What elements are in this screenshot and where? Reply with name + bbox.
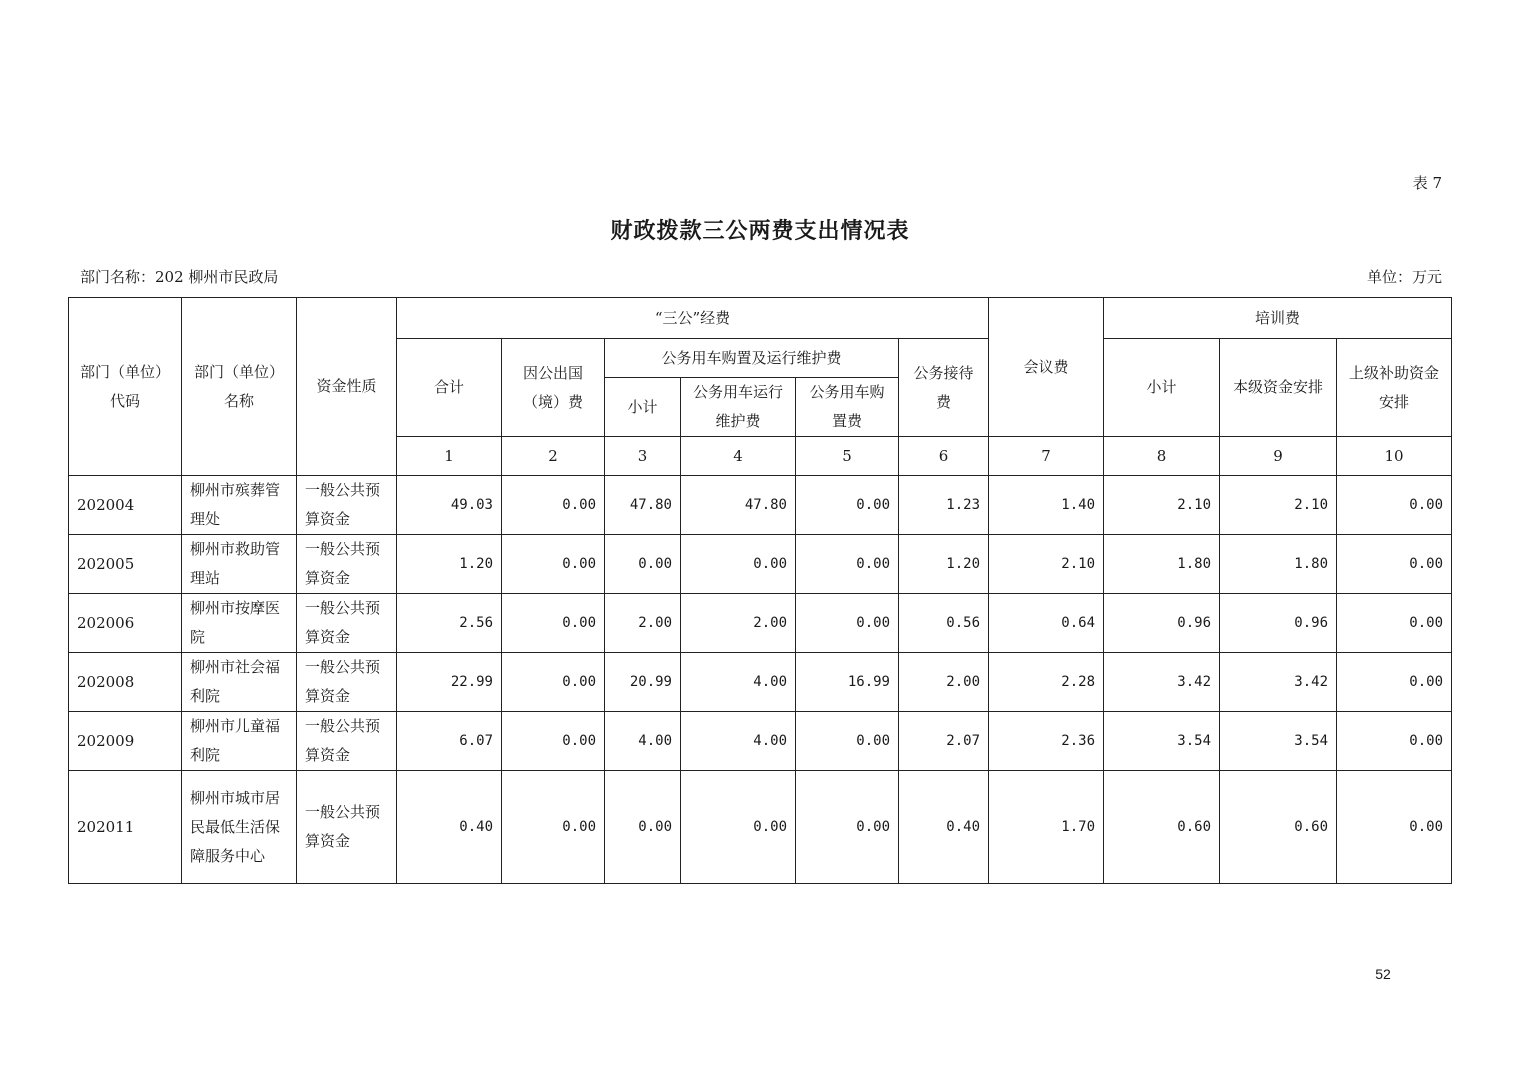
column-number: 2 <box>502 437 605 476</box>
value-cell: 47.80 <box>681 476 796 535</box>
value-cell: 6.07 <box>397 712 502 771</box>
table-row <box>69 476 1452 535</box>
value-cell: 0.00 <box>1337 653 1452 712</box>
header-total: 合计 <box>397 339 502 437</box>
header-car-subtotal: 小计 <box>605 378 681 437</box>
value-cell: 3.42 <box>1104 653 1220 712</box>
value-cell: 1.80 <box>1104 535 1220 594</box>
value-cell: 1.20 <box>397 535 502 594</box>
unit-name-cell: 柳州市城市居民最低生活保障服务中心 <box>182 771 297 884</box>
value-cell: 2.36 <box>989 712 1104 771</box>
value-cell: 0.00 <box>1337 535 1452 594</box>
table-row <box>69 594 1452 653</box>
unit-code-cell: 202004 <box>69 476 182 535</box>
column-number: 8 <box>1104 437 1220 476</box>
value-cell: 3.42 <box>1220 653 1337 712</box>
page-number: 52 <box>1375 966 1391 982</box>
unit-code-cell: 202005 <box>69 535 182 594</box>
header-sangong: “三公”经费 <box>397 298 989 339</box>
value-cell: 2.10 <box>1104 476 1220 535</box>
value-cell: 0.60 <box>1220 771 1337 884</box>
value-cell: 0.40 <box>899 771 989 884</box>
value-cell: 0.40 <box>397 771 502 884</box>
header-name: 部门（单位）名称 <box>182 298 297 476</box>
column-number: 10 <box>1337 437 1452 476</box>
value-cell: 0.00 <box>502 535 605 594</box>
value-cell: 0.00 <box>502 653 605 712</box>
column-number: 5 <box>796 437 899 476</box>
value-cell: 1.80 <box>1220 535 1337 594</box>
unit-code-cell: 202006 <box>69 594 182 653</box>
value-cell: 0.00 <box>502 476 605 535</box>
header-fund-type: 资金性质 <box>297 298 397 476</box>
table-row <box>69 771 1452 884</box>
fund-type-cell: 一般公共预算资金 <box>297 771 397 884</box>
unit-code-cell: 202011 <box>69 771 182 884</box>
value-cell: 0.00 <box>1337 476 1452 535</box>
value-cell: 0.64 <box>989 594 1104 653</box>
value-cell: 0.00 <box>796 771 899 884</box>
header-car-buy: 公务用车购置费 <box>796 378 899 437</box>
value-cell: 0.00 <box>796 594 899 653</box>
fund-type-cell: 一般公共预算资金 <box>297 594 397 653</box>
value-cell: 0.00 <box>681 771 796 884</box>
value-cell: 0.00 <box>502 712 605 771</box>
header-car-run: 公务用车运行维护费 <box>681 378 796 437</box>
header-abroad: 因公出国（境）费 <box>502 339 605 437</box>
unit-name-cell: 柳州市按摩医院 <box>182 594 297 653</box>
value-cell: 0.00 <box>796 535 899 594</box>
value-cell: 2.00 <box>605 594 681 653</box>
header-code: 部门（单位）代码 <box>69 298 182 476</box>
value-cell: 2.10 <box>989 535 1104 594</box>
unit-code-cell: 202008 <box>69 653 182 712</box>
value-cell: 0.00 <box>796 476 899 535</box>
value-cell: 4.00 <box>681 653 796 712</box>
value-cell: 1.70 <box>989 771 1104 884</box>
value-cell: 4.00 <box>605 712 681 771</box>
unit-name-cell: 柳州市儿童福利院 <box>182 712 297 771</box>
header-row-1 <box>69 298 1452 339</box>
value-cell: 2.07 <box>899 712 989 771</box>
expense-table <box>68 297 1452 884</box>
value-cell: 0.00 <box>1337 712 1452 771</box>
value-cell: 2.10 <box>1220 476 1337 535</box>
unit-label: 单位：万元 <box>1366 268 1442 286</box>
column-number: 7 <box>989 437 1104 476</box>
value-cell: 1.40 <box>989 476 1104 535</box>
value-cell: 3.54 <box>1220 712 1337 771</box>
table-row <box>69 712 1452 771</box>
value-cell: 49.03 <box>397 476 502 535</box>
header-training: 培训费 <box>1104 298 1452 339</box>
table-row <box>69 535 1452 594</box>
column-number: 9 <box>1220 437 1337 476</box>
value-cell: 20.99 <box>605 653 681 712</box>
value-cell: 2.00 <box>681 594 796 653</box>
fund-type-cell: 一般公共预算资金 <box>297 653 397 712</box>
value-cell: 4.00 <box>681 712 796 771</box>
unit-code-cell: 202009 <box>69 712 182 771</box>
unit-name-cell: 柳州市殡葬管理处 <box>182 476 297 535</box>
header-train-subtotal: 小计 <box>1104 339 1220 437</box>
value-cell: 0.00 <box>605 771 681 884</box>
header-train-upper: 上级补助资金安排 <box>1337 339 1452 437</box>
table-number: 表 7 <box>1412 174 1442 192</box>
value-cell: 1.20 <box>899 535 989 594</box>
header-reception: 公务接待费 <box>899 339 989 437</box>
value-cell: 0.96 <box>1104 594 1220 653</box>
header-train-local: 本级资金安排 <box>1220 339 1337 437</box>
value-cell: 3.54 <box>1104 712 1220 771</box>
column-number: 6 <box>899 437 989 476</box>
value-cell: 0.60 <box>1104 771 1220 884</box>
value-cell: 0.00 <box>605 535 681 594</box>
value-cell: 0.96 <box>1220 594 1337 653</box>
value-cell: 22.99 <box>397 653 502 712</box>
document-title: 财政拨款三公两费支出情况表 <box>610 218 910 244</box>
unit-name-cell: 柳州市救助管理站 <box>182 535 297 594</box>
value-cell: 0.00 <box>1337 771 1452 884</box>
value-cell: 1.23 <box>899 476 989 535</box>
value-cell: 16.99 <box>796 653 899 712</box>
column-number: 1 <box>397 437 502 476</box>
value-cell: 2.56 <box>397 594 502 653</box>
unit-name-cell: 柳州市社会福利院 <box>182 653 297 712</box>
fund-type-cell: 一般公共预算资金 <box>297 712 397 771</box>
column-number: 3 <box>605 437 681 476</box>
table-row <box>69 653 1452 712</box>
fund-type-cell: 一般公共预算资金 <box>297 476 397 535</box>
header-meeting: 会议费 <box>989 298 1104 437</box>
value-cell: 0.00 <box>1337 594 1452 653</box>
header-car-group: 公务用车购置及运行维护费 <box>605 339 899 378</box>
value-cell: 2.00 <box>899 653 989 712</box>
column-number: 4 <box>681 437 796 476</box>
fund-type-cell: 一般公共预算资金 <box>297 535 397 594</box>
department-label: 部门名称：202 柳州市民政局 <box>80 268 279 286</box>
value-cell: 2.28 <box>989 653 1104 712</box>
value-cell: 0.00 <box>681 535 796 594</box>
value-cell: 0.56 <box>899 594 989 653</box>
value-cell: 0.00 <box>796 712 899 771</box>
value-cell: 0.00 <box>502 594 605 653</box>
value-cell: 47.80 <box>605 476 681 535</box>
value-cell: 0.00 <box>502 771 605 884</box>
